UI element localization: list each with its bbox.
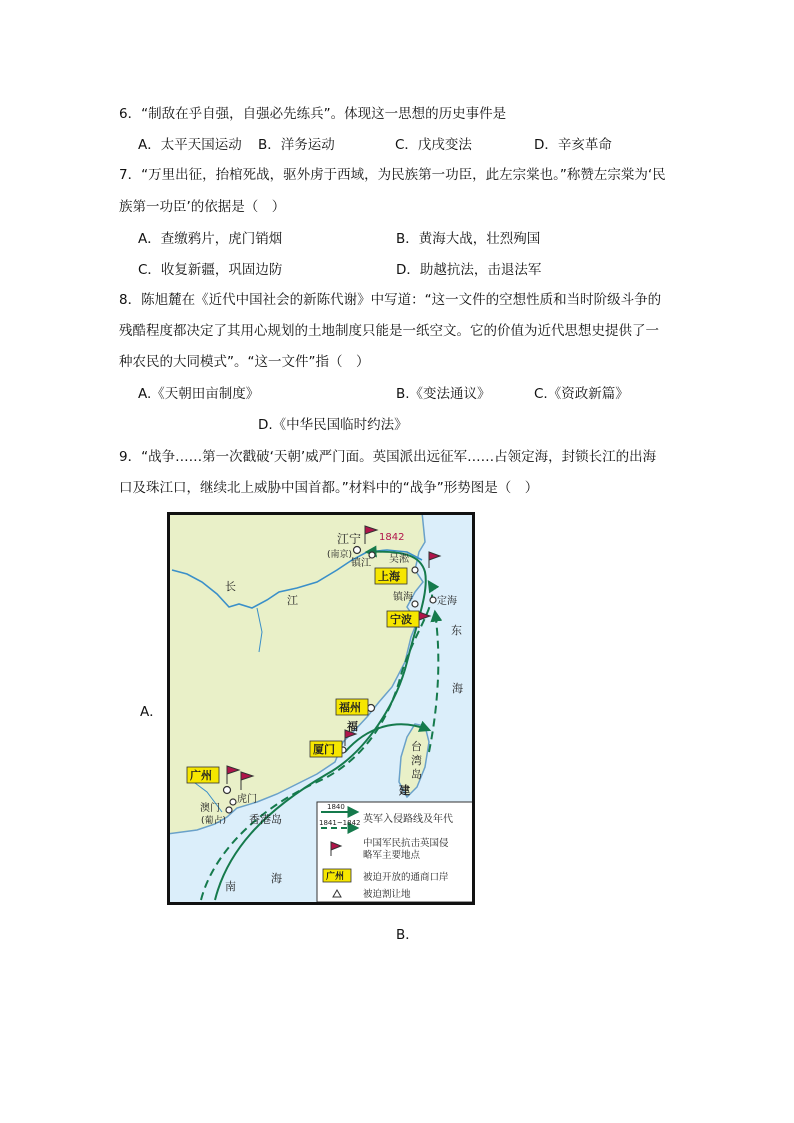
label-dong: 东 — [451, 624, 462, 637]
q9-stem-line1: 9．“战争……第一次戳破‘天朝’威严门面。英国派出远征军……占领定海，封锁长江的出海 — [119, 449, 657, 465]
label-wusong: 吴淞 — [389, 554, 409, 565]
label-dinghai: 定海 — [437, 596, 457, 607]
label-fu: 福 — [347, 720, 358, 733]
label-nan: 南 — [225, 880, 236, 893]
label-xiamen: 厦门 — [313, 743, 335, 756]
legend-route: 英军入侵路线及年代 — [363, 814, 453, 825]
label-taiwan1: 台 — [411, 740, 422, 753]
q6-option-c[interactable]: C．戊戌变法 — [395, 137, 472, 153]
q9-stem-line2: 口及珠江口，继续北上威胁中国首都。”材料中的“战争”形势图是（ ） — [119, 480, 539, 496]
label-jiang: 江 — [287, 594, 298, 607]
map-legend — [317, 802, 473, 902]
q8-stem-line2: 残酷程度都决定了其用心规划的土地制度只能是一纸空文。它的价值为近代思想史提供了一 — [119, 323, 659, 339]
label-hai-east: 海 — [452, 682, 463, 695]
opium-war-map — [167, 512, 475, 905]
label-fuzhou: 福州 — [339, 701, 361, 714]
q7-option-d[interactable]: D．助越抗法，击退法军 — [396, 262, 542, 278]
label-shanghai: 上海 — [378, 570, 400, 583]
q7-stem-line1: 7．“万里出征，抬棺死战，驱外虏于西域，为民族第一功臣，此左宗棠也。”称赞左宗棠为‘民 — [119, 167, 666, 183]
label-taiwan3: 岛 — [411, 768, 422, 781]
label-guangzhou: 广州 — [190, 769, 212, 782]
legend-year-1840: 1840 — [327, 803, 345, 811]
label-1842: 1842 — [379, 532, 405, 543]
q7-option-a[interactable]: A．查缴鸦片，虎门销烟 — [138, 231, 283, 247]
q8-option-c[interactable]: C.《资政新篇》 — [534, 386, 629, 402]
legend-resist-2: 略军主要地点 — [363, 850, 421, 861]
label-hongkong: 香港岛 — [249, 813, 282, 826]
label-aomen: 澳门 — [200, 803, 220, 814]
label-jian: 建 — [399, 784, 410, 797]
label-chang: 长 — [225, 580, 236, 593]
label-putao: (葡占) — [201, 816, 227, 826]
label-hai-south: 海 — [271, 872, 282, 885]
label-humen: 虎门 — [237, 794, 257, 805]
q9-option-b[interactable]: B． — [396, 927, 419, 943]
q8-option-d[interactable]: D.《中华民国临时约法》 — [258, 417, 408, 433]
q7-option-c[interactable]: C．收复新疆，巩固边防 — [138, 262, 283, 278]
q6-option-d[interactable]: D．辛亥革命 — [534, 137, 612, 153]
q7-option-b[interactable]: B．黄海大战，壮烈殉国 — [396, 231, 541, 247]
q8-option-a[interactable]: A.《天朝田亩制度》 — [138, 386, 260, 402]
label-ningbo: 宁波 — [390, 613, 412, 626]
q7-stem-line2: 族第一功臣’的依据是（ ） — [119, 199, 286, 215]
q6-option-b[interactable]: B．洋务运动 — [258, 137, 335, 153]
legend-resist-1: 中国军民抗击英国侵 — [363, 838, 449, 849]
label-zhenjiang: 镇江 — [351, 558, 371, 569]
legend-port: 被迫开放的通商口岸 — [363, 872, 449, 883]
label-nanjing: (南京) — [327, 550, 353, 560]
q8-stem-line3: 种农民的大同模式”。“这一文件”指（ ） — [119, 354, 370, 370]
label-zhenhai: 镇海 — [393, 592, 413, 603]
legend-ceded: 被迫割让地 — [363, 889, 411, 900]
q8-stem-line1: 8．陈旭麓在《近代中国社会的新陈代谢》中写道：“这一文件的空想性质和当时阶级斗争的 — [119, 292, 662, 308]
label-jiangning: 江宁 — [337, 532, 362, 546]
legend-year-1841-1842: 1841~1842 — [319, 819, 361, 827]
q6-stem: 6．“制敌在乎自强，自强必先练兵”。体现这一思想的历史事件是 — [119, 106, 507, 122]
q9-option-a[interactable]: A． — [140, 704, 163, 720]
label-taiwan2: 湾 — [411, 754, 422, 767]
q6-option-a[interactable]: A．太平天国运动 — [138, 137, 242, 153]
legend-port-sample: 广州 — [326, 872, 345, 882]
q8-option-b[interactable]: B.《变法通议》 — [396, 386, 491, 402]
